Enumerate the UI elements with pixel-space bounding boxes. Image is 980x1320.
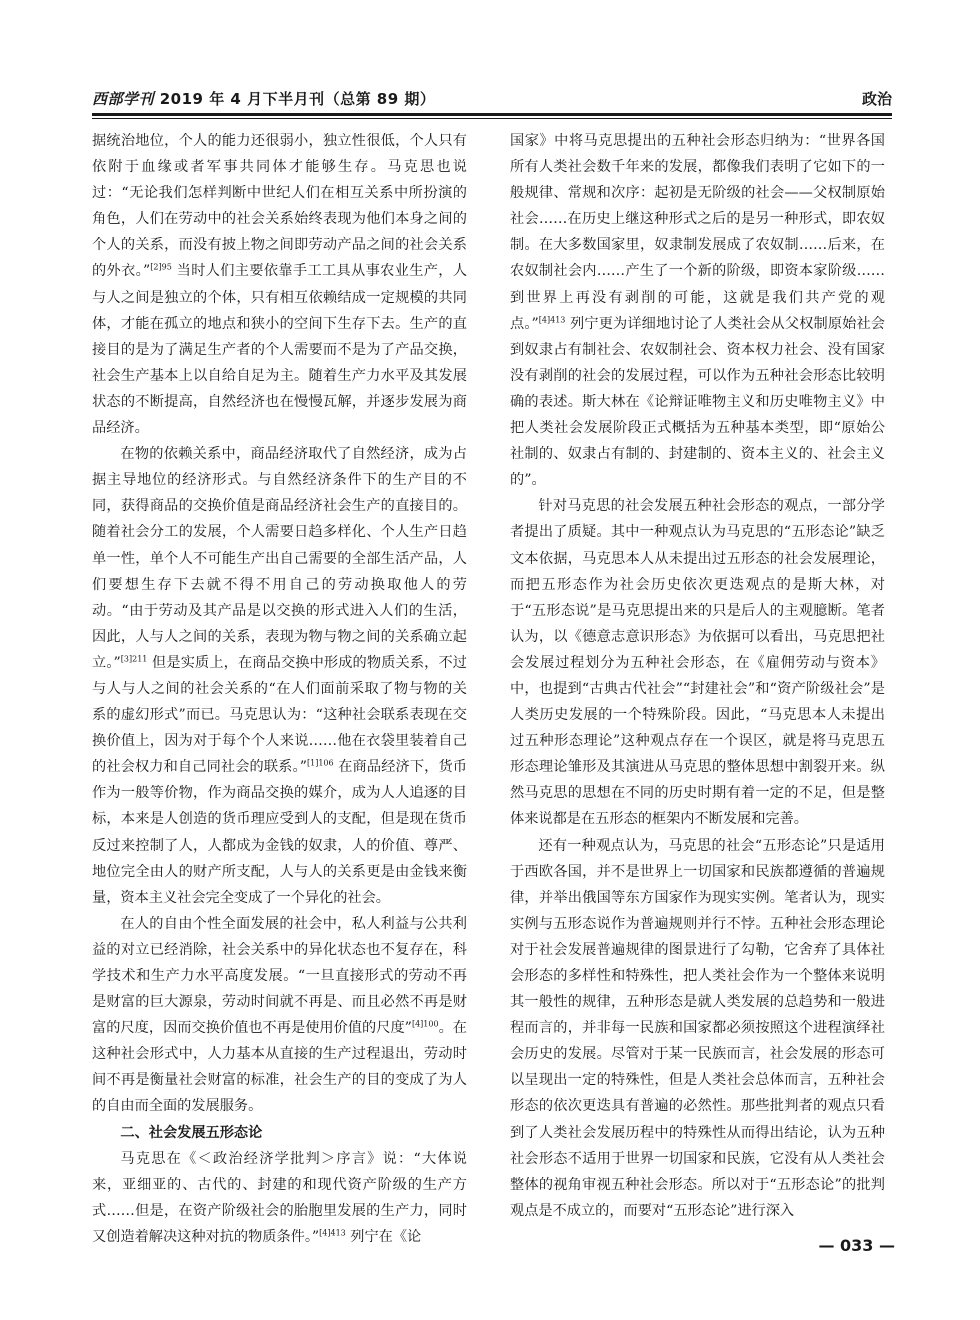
citation: [3]211 — [120, 654, 148, 664]
paragraph — [92, 441, 467, 911]
section-heading: 二、社会发展五形态论 — [120, 1124, 263, 1141]
paragraph-text: 但是实质上，在商品交换中形成的物质关系，不过与人与人之间的社会关系的“在人们面前采取了物与物的关系的虚幻形式”而已。马克思认为：“这种社会联系表现在交换价值上，因为对于每个个人来说……他在衣袋里装着自己的社会权力和自己同社会的联系。” — [92, 654, 467, 776]
paragraph-text: 针对马克思的社会发展五种社会形态的观点，一部分学者提出了质疑。其中一种观点认为马克思的“五形态论”缺乏文本依据，马克思本人从未提出过五形态的社会发展理论，而把五形态作为社会历史依次更迭观点的是斯大林，对于“五形态说”是马克思提出来的只是后人的主观臆断。笔者认为，以《德意志意识形态》为依据可以看出，马克思把社会发展过程划分为五种社会形态，在《雇佣劳动与资本》中，也提到“古典古代社会”“封建社会”和“资产阶级社会”是人类历史发展的一个特殊阶段。因此，“马克思本人未提出过五种形态理论”这种观点存在一个误区，就是将马克思五形态理论雏形及其演进从马克思的整体思想中割裂开来。纵然马克思的思想在不同的历史时期有着一定的不足，但是整体来说都是在五形态的框架内不断发展和完善。 — [510, 498, 885, 828]
paragraph-text: 列宁更为详细地讨论了人类社会从父权制原始社会到奴隶占有制社会、农奴制社会、资本权力社会、没有国家没有剥削的社会的发展过程，可以作为五种社会形态比较明确的表述。斯大林在《论辩证唯物主义和历史唯物主义》中把人类社会发展阶段正式概括为五种基本类型，即“原始公社制的、奴隶占有制的、封建制的、资本主义的、社会主义的”。 — [510, 315, 885, 489]
paragraph-text: 据统治地位，个人的能力还很弱小，独立性很低，个人只有依附于血缘或者军事共同体才能够生存。马克思也说过：“无论我们怎样判断中世纪人们在相互关系中所扮演的角色，人们在劳动中的社会关系始终表现为他们本身之间的个人的关系，而没有披上物之间即劳动产品之间的社会关系的外衣。” — [92, 133, 467, 280]
paragraph-text: 在物的依赖关系中，商品经济取代了自然经济，成为占据主导地位的经济形式。与自然经济条件下的生产目的不同，获得商品的交换价值是商品经济社会生产的直接目的。随着社会分工的发展，个人需要日趋多样化、个人生产日趋单一性，单个人不可能生产出自己需要的全部生活产品，人们要想生存下去就不得不用自己的劳动换取他人的劳动。“由于劳动及其产品是以交换的形式进入人们的生活，因此，人与人之间的关系，表现为物与物之间的关系确立起立。” — [92, 446, 467, 671]
paragraph — [92, 128, 467, 441]
paragraph — [92, 911, 467, 1120]
journal-issue: 2019 年 4 月下半月刊（总第 89 期） — [154, 90, 436, 108]
paragraph — [510, 128, 885, 493]
journal-brand: 西部学刊 — [92, 90, 155, 108]
paragraph — [92, 1146, 467, 1250]
paragraph-text: 还有一种观点认为，马克思的社会“五形态论”只是适用于西欧各国，并不是世界上一切国家和民族都遵循的普遍规律，并举出俄国等东方国家作为现实实例。笔者认为，现实实例与五形态说作为普遍规则并行不悖。五种社会形态理论对于社会发展普遍规律的图景进行了勾勒，它舍弃了具体社会形态的多样性和特殊性，把人类社会作为一个整体来说明其一般性的规律，五种形态是就人类发展的总趋势和一般进程而言的，并非每一民族和国家都必须按照这个进程演绎社会历史的发展。尽管对于某一民族而言，社会发展的形态可以呈现出一定的特殊性，但是人类社会总体而言，五种社会形态的依次更迭具有普遍的必然性。那些批判者的观点只看到了人类社会发展历程中的特殊性从而得出结论，认为五种社会形态不适用于世界一切国家和民族，它没有从人类社会整体的视角审视五种社会形态。所以对于“五形态论”的批判观点是不成立的，而要对“五形态论”进行深入 — [510, 837, 885, 1219]
paragraph — [510, 833, 885, 1224]
citation: [4]413 — [538, 314, 566, 324]
header-rule — [92, 113, 892, 116]
right-column — [510, 128, 885, 1228]
citation: [1]106 — [306, 758, 334, 768]
paragraph-text: 列宁在《论 — [345, 1228, 422, 1245]
paragraph-text: 。在这种社会形式中，人力基本从直接的生产过程退出，劳动时间不再是衡量社会财富的标准，社会生产的目的变成了为人的自由而全面的发展服务。 — [92, 1020, 467, 1115]
paragraph-text: 国家》中将马克思提出的五种社会形态归纳为：“世界各国所有人类社会数千年来的发展，都像我们表明了它如下的一般规律、常规和次序：起初是无阶级的社会——父权制原始社会……在历史上继这种形式之后的是另一种形式，即农奴制。在大多数国家里，奴隶制发展成了农奴制……后来，在农奴制社会内……产生了一个新的阶级，即资本家阶级……到世界上再没有剥削的可能，这就是我们共产党的观点。” — [510, 133, 885, 332]
paragraph-text: 当时人们主要依靠手工工具从事农业生产，人与人之间是独立的个体，只有相互依赖结成一定规模的共同体，才能在孤立的地点和狭小的空间下生存下去。生产的直接目的是为了满足生产者的个人需要而不是为了产品交换，社会生产基本上以自给自足为主。随着生产力水平及其发展状态的不断提高，自然经济也在慢慢瓦解，并逐步发展为商品经济。 — [92, 263, 468, 437]
paragraph-text: 在人的自由个性全面发展的社会中，私人利益与公共利益的对立已经消除，社会关系中的异化状态也不复存在，科学技术和生产力水平高度发展。“一旦直接形式的劳动不再是财富的巨大源泉，劳动时间就不再是、而且必然不再是财富的尺度，因而交换价值也不再是使用价值的尺度” — [92, 915, 467, 1037]
left-column — [92, 128, 468, 1245]
section-label: 政治 — [861, 90, 892, 108]
paragraph-text: 马克思在《＜政治经济学批判＞序言》说：“大体说来，亚细亚的、古代的、封建的和现代资产阶级的生产方式……但是，在资产阶级社会的胎胞里发展的生产力，同时又创造着解决这种对抗的物质条件。” — [92, 1150, 467, 1245]
citation: [4]413 — [319, 1228, 346, 1238]
paragraph-text: 在商品经济下，货币作为一般等价物，作为商品交换的媒介，成为人人追逐的目标，本来是人创造的货币理应受到人的支配，但是现在货币反过来控制了人，人都成为金钱的奴隶，人的价值、尊严、地位完全由人的财产所支配，人与人的关系更是由金钱来衡量，资本主义社会完全变成了一个异化的社会。 — [92, 759, 467, 906]
running-header — [92, 88, 892, 114]
paragraph — [510, 493, 885, 832]
page-number: — 033 — — [818, 1236, 895, 1255]
journal-title — [92, 88, 435, 109]
citation: [4]100 — [411, 1019, 439, 1029]
citation: [2]95 — [150, 262, 172, 272]
header-rule-thin — [92, 118, 892, 119]
